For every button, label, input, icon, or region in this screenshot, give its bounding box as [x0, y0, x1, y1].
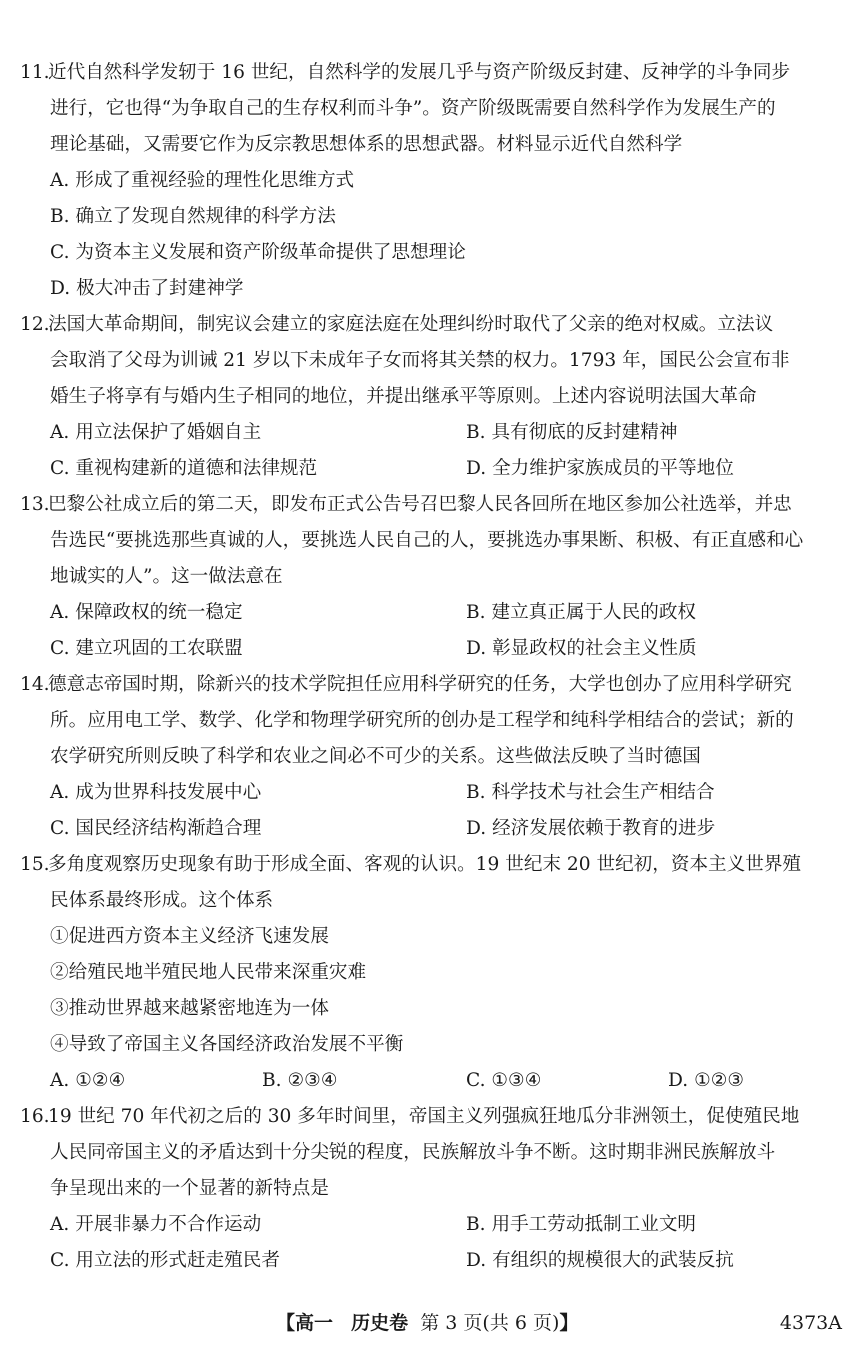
question-number: 11. — [20, 62, 50, 83]
option-c: C. 建立巩固的工农联盟 — [50, 638, 243, 659]
question-14-stem-line-1: 14.德意志帝国时期，除新兴的技术学院担任应用科学研究的任务，大学也创办了应用科学研究 — [20, 672, 792, 698]
footer-grade: 高一 — [295, 1312, 334, 1334]
page-footer — [0, 1308, 860, 1338]
question-11-stem-line-2: 进行，它也得“为争取自己的生存权利而斗争”。资产阶级既需要自然科学作为发展生产的 — [50, 98, 776, 119]
option-d: D. 彰显政权的社会主义性质 — [466, 638, 697, 659]
option-d: D. ①②③ — [668, 1070, 745, 1091]
option-b: B. ②③④ — [262, 1070, 338, 1091]
option-a: A. 成为世界科技发展中心 — [50, 782, 262, 803]
question-11-stem-line-3: 理论基础，又需要它作为反宗教思想体系的思想武器。材料显示近代自然科学 — [50, 134, 683, 155]
option-d: D. 有组织的规模很大的武装反抗 — [466, 1250, 734, 1271]
footer-page-info: 第 3 页(共 6 页) — [420, 1312, 560, 1334]
question-13-stem-line-2: 告选民“要挑选那些真诚的人，要挑选人民自己的人，要挑选办事果断、积极、有正直感和心 — [50, 530, 804, 551]
option-a: A. 开展非暴力不合作运动 — [50, 1214, 262, 1235]
option-b: B. 具有彻底的反封建精神 — [466, 422, 678, 443]
statement-item: ④导致了帝国主义各国经济政治发展不平衡 — [50, 1034, 404, 1055]
question-number: 16. — [20, 1106, 50, 1127]
option-b: B. 建立真正属于人民的政权 — [466, 602, 697, 623]
question-14-stem-line-3: 农学研究所则反映了科学和农业之间必不可少的关系。这些做法反映了当时德国 — [50, 746, 701, 767]
option-a: A. 用立法保护了婚姻自主 — [50, 422, 262, 443]
question-16-stem-line-2: 人民同帝国主义的矛盾达到十分尖锐的程度，民族解放斗争不断。这时期非洲民族解放斗 — [50, 1142, 776, 1163]
footer-subject: 历史卷 — [351, 1312, 409, 1334]
question-16-stem-line-3: 争呈现出来的一个显著的新特点是 — [50, 1178, 329, 1199]
option-b: B. 确立了发现自然规律的科学方法 — [50, 206, 336, 227]
option-b: B. 科学技术与社会生产相结合 — [466, 782, 715, 803]
question-11-stem-line-1: 11.近代自然科学发轫于 16 世纪，自然科学的发展几乎与资产阶级反封建、反神学的斗争同步 — [20, 60, 790, 86]
option-d: D. 极大冲击了封建神学 — [50, 278, 244, 299]
question-14-stem-line-2: 所。应用电工学、数学、化学和物理学研究所的创办是工程学和纯科学相结合的尝试；新的 — [50, 710, 794, 731]
option-a: A. 保障政权的统一稳定 — [50, 602, 243, 623]
question-13-stem-line-1: 13.巴黎公社成立后的第二天，即发布正式公告号召巴黎人民各回所在地区参加公社选举，并忠 — [20, 492, 792, 518]
option-c: C. 为资本主义发展和资产阶级革命提供了思想理论 — [50, 242, 466, 263]
question-16-stem-line-1: 16.19 世纪 70 年代初之后的 30 多年时间里，帝国主义列强疯狂地瓜分非洲领土，促使殖民地 — [20, 1104, 799, 1130]
statement-item: ①促进西方资本主义经济飞速发展 — [50, 926, 329, 947]
option-c: C. 用立法的形式赶走殖民者 — [50, 1250, 280, 1271]
question-15-stem-line-2: 民体系最终形成。这个体系 — [50, 890, 274, 911]
option-a: A. 形成了重视经验的理性化思维方式 — [50, 170, 355, 191]
footer-title: 【高一 历史卷 第 3 页(共 6 页)】 — [276, 1312, 579, 1334]
question-12-stem-line-1: 12.法国大革命期间，制宪议会建立的家庭法庭在处理纠纷时取代了父亲的绝对权威。立法议 — [20, 312, 773, 338]
option-c: C. ①③④ — [466, 1070, 542, 1091]
question-15-stem-line-1: 15.多角度观察历史现象有助于形成全面、客观的认识。19 世纪末 20 世纪初，资本主义世界殖 — [20, 852, 801, 878]
question-12-stem-line-3: 婚生子将享有与婚内生子相同的地位，并提出继承平等原则。上述内容说明法国大革命 — [50, 386, 757, 407]
option-d: D. 经济发展依赖于教育的进步 — [466, 818, 716, 839]
statement-item: ②给殖民地半殖民地人民带来深重灾难 — [50, 962, 367, 983]
question-13-stem-line-3: 地诚实的人”。这一做法意在 — [50, 566, 283, 587]
option-c: C. 重视构建新的道德和法律规范 — [50, 458, 318, 479]
question-12-stem-line-2: 会取消了父母为训诫 21 岁以下未成年子女而将其关禁的权力。1793 年，国民公会宣布非 — [50, 350, 790, 371]
option-c: C. 国民经济结构渐趋合理 — [50, 818, 262, 839]
statement-item: ③推动世界越来越紧密地连为一体 — [50, 998, 329, 1019]
question-number: 12. — [20, 314, 50, 335]
question-number: 15. — [20, 854, 50, 875]
question-number: 14. — [20, 674, 50, 695]
option-a: A. ①②④ — [50, 1070, 126, 1091]
exam-code: 4373A — [779, 1312, 842, 1334]
option-d: D. 全力维护家族成员的平等地位 — [466, 458, 734, 479]
option-b: B. 用手工劳动抵制工业文明 — [466, 1214, 697, 1235]
question-number: 13. — [20, 494, 50, 515]
